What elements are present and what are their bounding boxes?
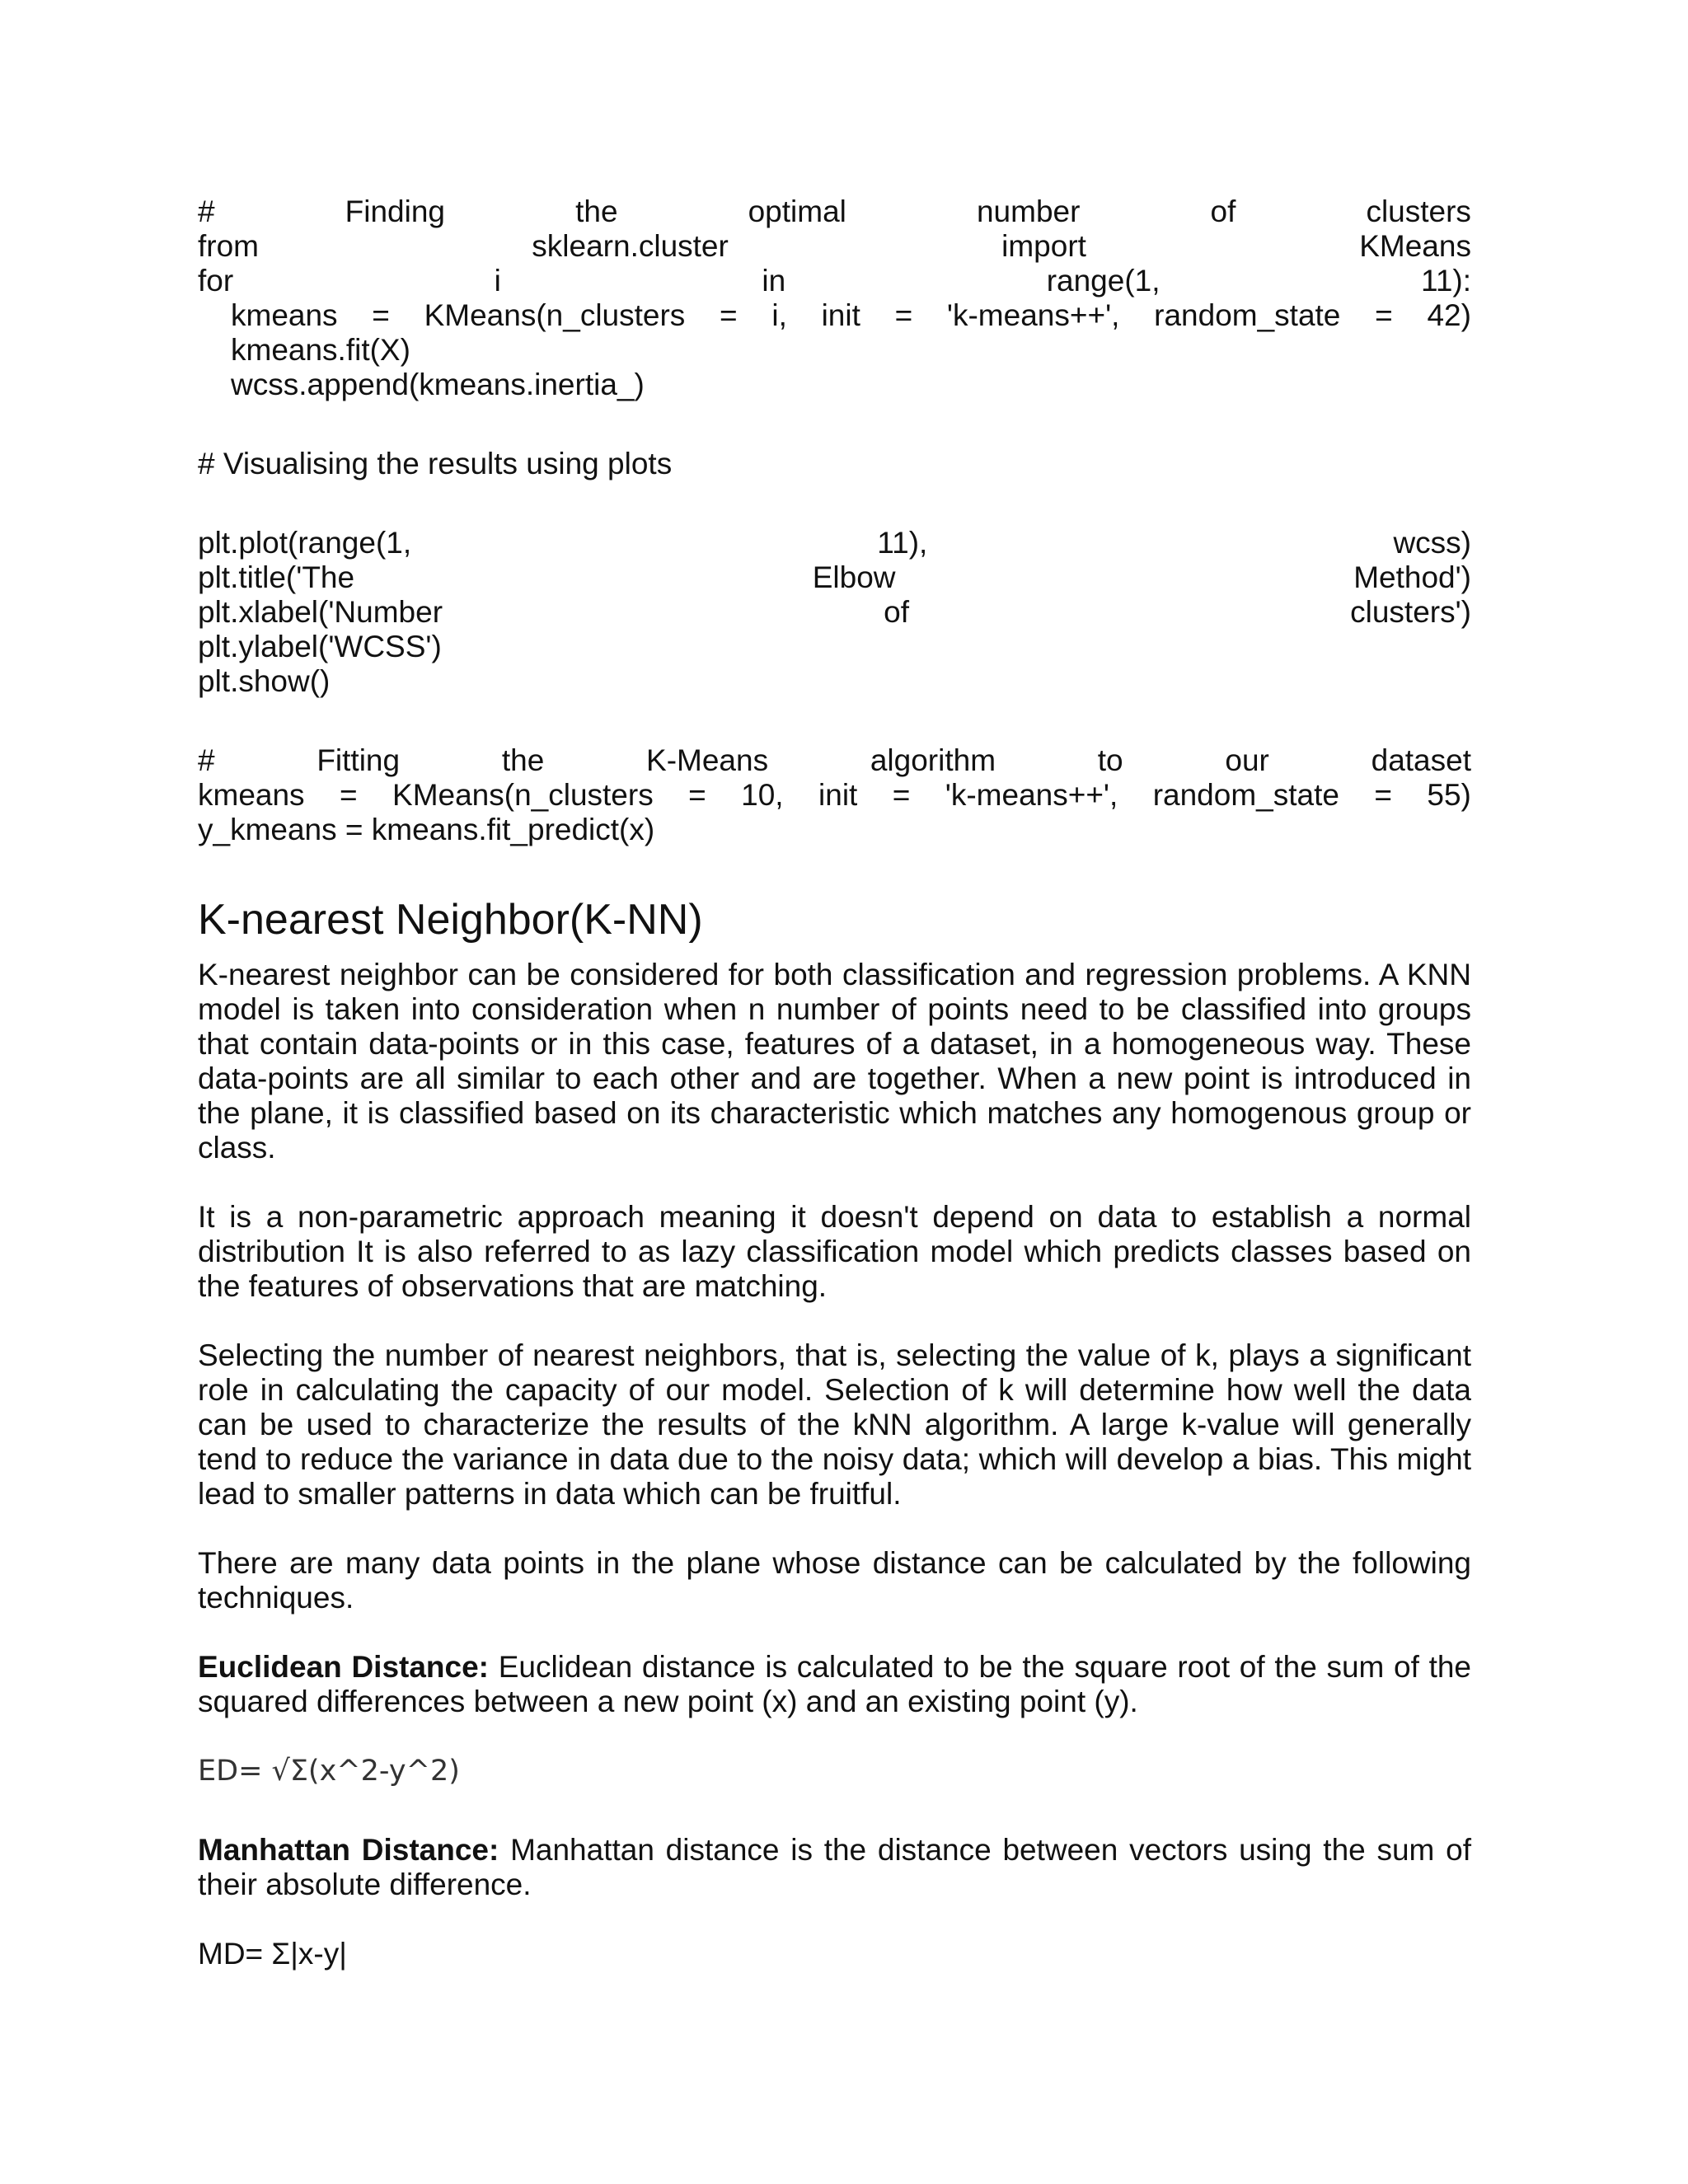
code-token: 'k-means++',: [946, 298, 1120, 332]
manhattan-description: Manhattan distance is the distance between vectors using the sum of their absolute difference.: [198, 1833, 1471, 1901]
code-token: K-Means: [646, 743, 769, 777]
code-token: of: [1210, 194, 1236, 228]
code-token: optimal: [748, 194, 846, 228]
code-block-elbow-loop: [198, 194, 1471, 402]
code-token: KMeans(n_clusters: [424, 298, 686, 332]
paragraph-non-parametric: It is a non-parametric approach meaning it doesn't depend on data to establish a normal distribution It is also referred to as lazy classification model which predicts classes based on the features of observations that are matching.: [198, 1200, 1471, 1303]
code-token: 10,: [741, 778, 784, 812]
code-token: random_state: [1152, 778, 1339, 812]
code-token: =: [894, 298, 913, 332]
code-token: the: [575, 194, 618, 228]
code-block-plot: [198, 526, 1471, 699]
code-line-kmeans-55: [198, 778, 1471, 813]
code-token: Method'): [1353, 560, 1471, 594]
paragraph-selecting-k: Selecting the number of nearest neighbors, that is, selecting the value of k, plays a significant role in calculating the capacity of our model. Selection of k will determine how well the data can be used to characterize the results of the kNN algorithm. A large k-value will generally tend to reduce the variance in data due to the noisy data; which will develop a bias. This might lead to smaller patterns in data which can be fruitful.: [198, 1338, 1471, 1511]
code-token: random_state: [1154, 298, 1341, 332]
code-line-xlabel: [198, 595, 1471, 630]
code-token: algorithm: [870, 743, 996, 777]
code-token: in: [762, 264, 786, 298]
code-line-title: [198, 560, 1471, 595]
code-token: plt.xlabel('Number: [198, 595, 443, 629]
code-token: plt.plot(range(1,: [198, 526, 412, 560]
paragraph-euclidean: [198, 1650, 1471, 1719]
code-token: 11),: [877, 526, 928, 560]
code-token: range(1,: [1046, 264, 1160, 298]
code-token: clusters: [1366, 194, 1471, 228]
code-token: for: [198, 264, 234, 298]
code-line-import: [198, 229, 1471, 264]
code-token: =: [892, 778, 911, 812]
code-token: KMeans: [1359, 229, 1471, 263]
formula-manhattan: MD= Σ|x-y|: [198, 1937, 347, 1971]
code-block-fit-kmeans: [198, 743, 1471, 847]
code-token: =: [372, 298, 390, 332]
code-token: kmeans: [231, 298, 338, 332]
formula-euclidean: ED= √Σ(x^2-y^2): [198, 1755, 460, 1788]
code-token: init: [821, 298, 860, 332]
code-token: number: [976, 194, 1081, 228]
code-line-comment-fitting: [198, 743, 1471, 778]
code-token: #: [198, 194, 215, 228]
code-token: dataset: [1371, 743, 1471, 777]
paragraph-manhattan: [198, 1833, 1471, 1902]
code-token: wcss): [1393, 526, 1471, 560]
code-token: KMeans(n_clusters: [392, 778, 654, 812]
code-token: i: [494, 264, 501, 298]
code-token: sklearn.cluster: [532, 229, 729, 263]
document-page: [198, 194, 1471, 1971]
code-line-ylabel: plt.ylabel('WCSS'): [198, 630, 442, 663]
code-token: kmeans: [198, 778, 305, 812]
code-token: 'k-means++',: [945, 778, 1118, 812]
code-line-append: wcss.append(kmeans.inertia_): [231, 368, 645, 401]
code-token: 55): [1427, 778, 1471, 812]
code-token: of: [884, 595, 909, 629]
paragraph-distance-techniques: There are many data points in the plane whose distance can be calculated by the following techniques.: [198, 1546, 1471, 1615]
code-token: to: [1097, 743, 1123, 777]
code-token: Elbow: [812, 560, 896, 594]
code-token: clusters'): [1350, 595, 1471, 629]
code-token: =: [339, 778, 358, 812]
code-line-plot: [198, 526, 1471, 560]
code-token: init: [818, 778, 858, 812]
code-token: =: [1374, 778, 1392, 812]
code-line-comment-finding: [198, 194, 1471, 229]
euclidean-description: Euclidean distance is calculated to be the square root of the sum of the squared differences between a new point (x) and an existing point (y).: [198, 1650, 1471, 1718]
code-token: Finding: [345, 194, 446, 228]
code-token: the: [501, 743, 545, 777]
code-line-fit-predict: y_kmeans = kmeans.fit_predict(x): [198, 813, 655, 846]
code-line-kmeans-init: [198, 298, 1471, 333]
term-manhattan-distance: Manhattan Distance:: [198, 1833, 499, 1867]
code-comment-visualising: # Visualising the results using plots: [198, 447, 673, 480]
code-token: #: [198, 743, 215, 777]
code-token: our: [1225, 743, 1269, 777]
code-line-fit: kmeans.fit(X): [231, 333, 410, 367]
section-heading-knn: K-nearest Neighbor(K-NN): [198, 896, 703, 944]
code-line-for: [198, 264, 1471, 298]
code-token: Fitting: [316, 743, 401, 777]
code-token: from: [198, 229, 259, 263]
code-token: 42): [1427, 298, 1471, 332]
code-token: plt.title('The: [198, 560, 355, 594]
code-token: import: [1001, 229, 1086, 263]
code-token: =: [1375, 298, 1393, 332]
code-token: =: [688, 778, 706, 812]
code-token: i,: [771, 298, 787, 332]
paragraph-knn-intro: K-nearest neighbor can be considered for both classification and regression problems. A KNN model is taken into consideration when n number of points need to be classified into groups that contain data-points or in this case, features of a dataset, in a homogeneous way. These data-points are all similar to each other and are together. When a new point is introduced in the plane, it is classified based on its characteristic which matches any homogenous group or class.: [198, 958, 1471, 1165]
term-euclidean-distance: Euclidean Distance:: [198, 1650, 490, 1684]
code-token: =: [720, 298, 738, 332]
code-token: 11):: [1420, 264, 1471, 298]
code-line-show: plt.show(): [198, 664, 331, 698]
